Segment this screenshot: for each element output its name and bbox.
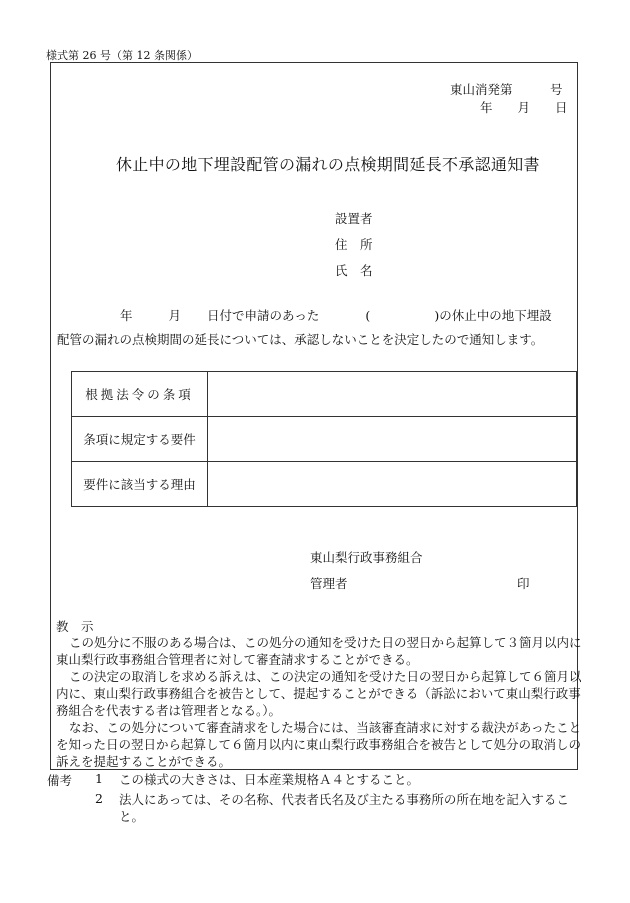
notice-paragraph-3: なお、この処分について審査請求をした場合には、当該審査請求に対する裁決があったことを知った日の翌日から起算して６箇月以内に東山梨行政事務組合を被告として処分の取消しの訴えを提起することができる。 bbox=[56, 720, 582, 769]
table-row-label: 根拠法令の条項 bbox=[72, 372, 208, 417]
table-row-label: 要件に該当する理由 bbox=[72, 462, 208, 507]
form-number: 様式第 26 号（第 12 条関係） bbox=[46, 49, 198, 62]
body-year: 年 bbox=[120, 308, 133, 323]
notes-label: 備考 bbox=[47, 773, 73, 788]
note-1-number: 1 bbox=[95, 771, 103, 786]
body-line-1-tail: )の休止中の地下埋設 bbox=[434, 308, 552, 323]
issuer-organization: 東山梨行政事務組合 bbox=[310, 550, 423, 565]
body-line-1 bbox=[120, 306, 552, 324]
note-1-text: この様式の大きさは、日本産業規格Ａ４とすること。 bbox=[119, 772, 420, 787]
installer-label: 設置者 bbox=[335, 211, 373, 226]
seal-mark: 印 bbox=[517, 576, 530, 591]
body-month: 月 bbox=[168, 308, 182, 323]
table-row bbox=[72, 462, 577, 507]
notice-paragraph-2: この決定の取消しを求める訴えは、この決定の通知を受けた日の翌日から起算して６箇月以内に、東山梨行政事務組合を被告として、提起することができる（訴訟において東山梨行政事務組合を代表する者は管理者となる。）。 bbox=[56, 669, 582, 718]
name-label: 氏 名 bbox=[335, 263, 373, 278]
address-label: 住 所 bbox=[335, 237, 373, 252]
table-row bbox=[72, 417, 577, 462]
grounds-table bbox=[71, 371, 577, 507]
note-2-number: 2 bbox=[95, 791, 103, 806]
table-row bbox=[72, 372, 577, 417]
note-2-text: 法人にあっては、その名称、代表者氏名及び主たる事務所の所在地を記入すること。 bbox=[119, 792, 569, 824]
document-number: 東山消発第 号 bbox=[450, 82, 563, 97]
manager-label: 管理者 bbox=[310, 576, 348, 591]
table-row-label: 条項に規定する要件 bbox=[72, 417, 208, 462]
table-row-value bbox=[208, 462, 577, 507]
table-row-value bbox=[208, 372, 577, 417]
document-date: 年 月 日 bbox=[480, 100, 568, 115]
table-row-value bbox=[208, 417, 577, 462]
notice-heading: 教 示 bbox=[56, 619, 94, 634]
body-paren-open: ( bbox=[365, 308, 371, 323]
body-line-2: 配管の漏れの点検期間の延長については、承認しないことを決定したので通知します。 bbox=[57, 332, 544, 347]
page-title: 休止中の地下埋設配管の漏れの点検期間延長不承認通知書 bbox=[116, 155, 540, 174]
notice-paragraph-1: この処分に不服のある場合は、この処分の通知を受けた日の翌日から起算して３箇月以内に東山梨行政事務組合管理者に対して審査請求することができる。 bbox=[56, 635, 582, 667]
body-day-suffix: 日付で申請のあった bbox=[207, 308, 320, 323]
